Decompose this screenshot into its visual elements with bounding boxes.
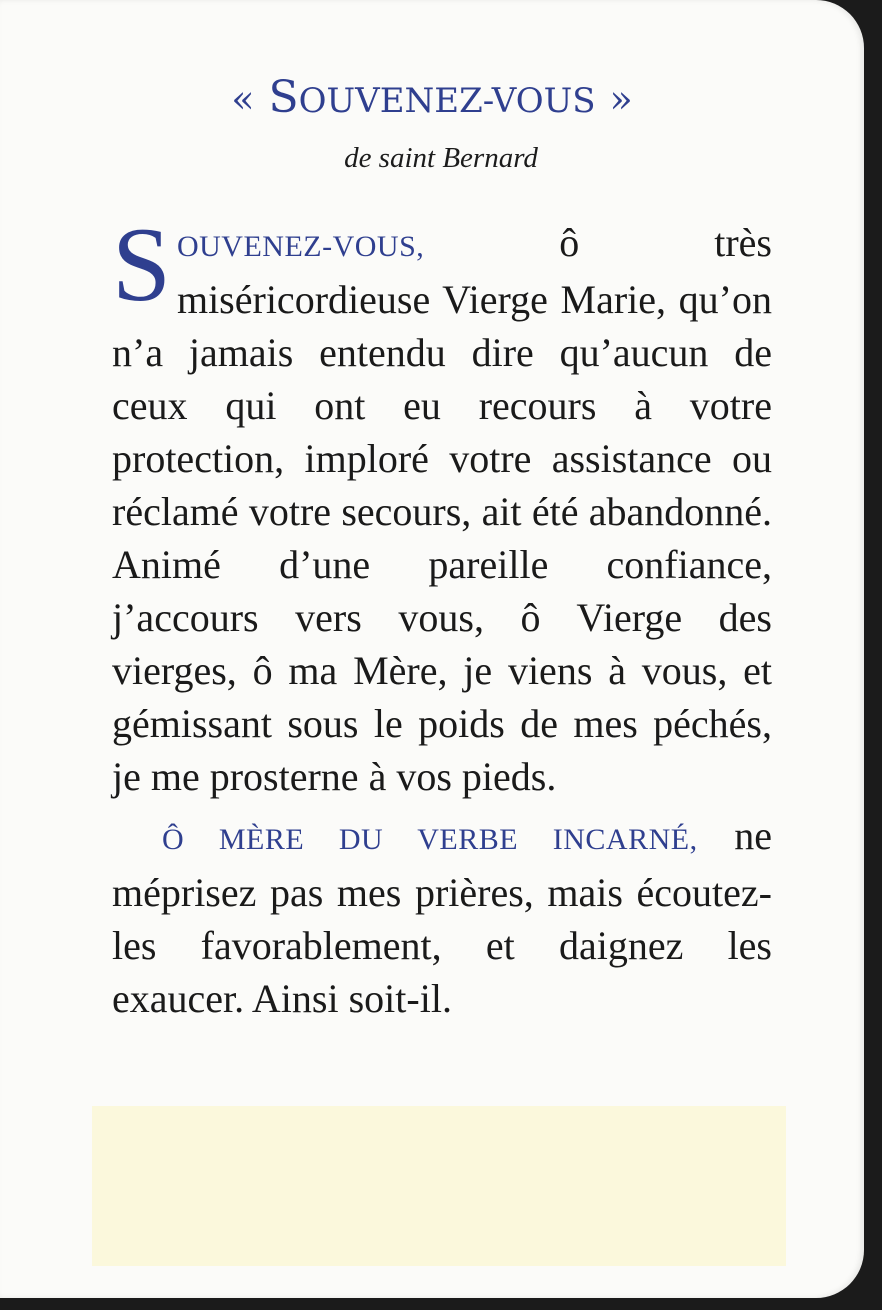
title-rest: OUVENEZ-VOUS xyxy=(298,81,596,121)
title-open-quote: « xyxy=(231,77,255,121)
blank-footer-area xyxy=(92,1106,786,1266)
title-first-letter: S xyxy=(268,72,299,123)
prayer-title xyxy=(0,68,864,131)
paragraph-1-lead: OUVENEZ-VOUS, xyxy=(176,230,425,263)
title-close-quote: » xyxy=(609,77,633,121)
prayer-paragraph-1 xyxy=(112,206,772,803)
prayer-subtitle: de saint Bernard xyxy=(344,142,538,174)
prayer-paragraph-2 xyxy=(112,809,772,1025)
paragraph-2-text: ne méprisez pas mes prières, mais écoutez-les favorablement, et daignez les exaucer. Ainsi soit-il. xyxy=(112,813,772,1021)
prayer-body xyxy=(112,206,772,1025)
drop-cap: S xyxy=(112,206,171,323)
paragraph-2-lead: Ô MÈRE DU VERBE INCARNÉ, xyxy=(162,823,698,856)
paragraph-1-text: ô très miséricordieuse Vierge Marie, qu’on n’a jamais entendu dire qu’aucun de ceux qui ont eu recours à votre protection, imploré votre assistance ou réclamé votre secours, ait été abandonné. Animé d’une pareille confiance, j’accours vers vous, ô Vierge des vierges, ô ma Mère, je viens à vous, et gémissant sous le poids de mes péchés, je me prosterne à vos pieds. xyxy=(112,220,772,799)
